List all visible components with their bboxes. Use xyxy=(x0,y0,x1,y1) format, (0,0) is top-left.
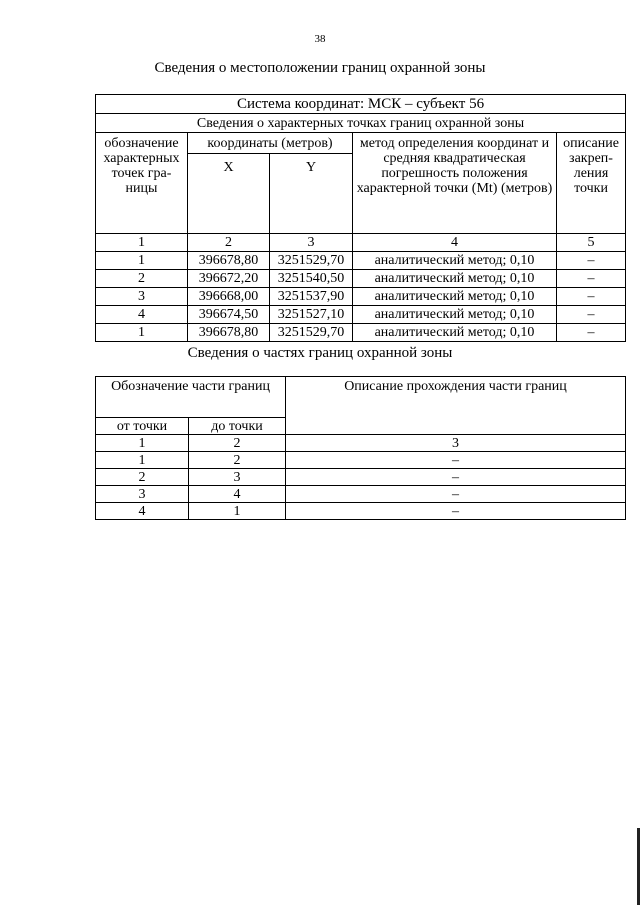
to-point: 1 xyxy=(189,503,286,520)
col-header-designation: обозначение характерных точек гра-ницы xyxy=(96,133,188,234)
y-coordinate: 3251527,10 xyxy=(270,306,353,324)
fixing-description: – xyxy=(557,288,626,306)
coordinate-system-label: Система координат: МСК – субъект 56 xyxy=(96,95,626,114)
y-coordinate: 3251529,70 xyxy=(270,324,353,342)
column-number-row xyxy=(96,435,626,452)
part-description: – xyxy=(286,503,626,520)
col-header-description: описание закреп-ления точки xyxy=(557,133,626,234)
table-row xyxy=(96,452,626,469)
point-number: 3 xyxy=(96,288,188,306)
col-header-coordinates: координаты (метров) xyxy=(188,133,353,154)
part-description: – xyxy=(286,469,626,486)
method: аналитический метод; 0,10 xyxy=(353,306,557,324)
fixing-description: – xyxy=(557,324,626,342)
column-number-row xyxy=(96,234,626,252)
from-point: 1 xyxy=(96,452,189,469)
column-number: 1 xyxy=(96,234,188,252)
col-header-part-description: Описание прохождения части границ xyxy=(286,377,626,435)
table-row xyxy=(96,133,626,154)
col-header-part-designation: Обозначение части границ xyxy=(96,377,286,418)
fixing-description: – xyxy=(557,306,626,324)
fixing-description: – xyxy=(557,270,626,288)
to-point: 4 xyxy=(189,486,286,503)
point-number: 1 xyxy=(96,252,188,270)
table-row xyxy=(96,324,626,342)
col-header-to: до точки xyxy=(189,418,286,435)
to-point: 3 xyxy=(189,469,286,486)
table-row xyxy=(96,503,626,520)
method: аналитический метод; 0,10 xyxy=(353,324,557,342)
from-point: 3 xyxy=(96,486,189,503)
y-coordinate: 3251540,50 xyxy=(270,270,353,288)
fixing-description: – xyxy=(557,252,626,270)
x-coordinate: 396668,00 xyxy=(188,288,270,306)
table-row xyxy=(96,469,626,486)
method: аналитический метод; 0,10 xyxy=(353,288,557,306)
table-row xyxy=(96,306,626,324)
section-title-location: Сведения о местоположении границ охранной зоны xyxy=(154,60,486,76)
boundary-parts-table xyxy=(95,376,626,520)
column-number: 2 xyxy=(189,435,286,452)
page-number: 38 xyxy=(314,33,326,45)
col-header-x: X xyxy=(188,154,270,234)
y-coordinate: 3251529,70 xyxy=(270,252,353,270)
column-number: 3 xyxy=(286,435,626,452)
points-section-label: Сведения о характерных точках границ охранной зоны xyxy=(96,114,626,133)
x-coordinate: 396674,50 xyxy=(188,306,270,324)
column-number: 1 xyxy=(96,435,189,452)
col-header-method: метод определения координат и средняя квадратическая погрешность положения характерной точки (Mt) (метров) xyxy=(353,133,557,234)
method: аналитический метод; 0,10 xyxy=(353,252,557,270)
table-row xyxy=(96,252,626,270)
point-number: 2 xyxy=(96,270,188,288)
table-row xyxy=(96,114,626,133)
x-coordinate: 396672,20 xyxy=(188,270,270,288)
column-number: 3 xyxy=(270,234,353,252)
point-number: 1 xyxy=(96,324,188,342)
table-row xyxy=(96,486,626,503)
table-row xyxy=(96,270,626,288)
column-number: 5 xyxy=(557,234,626,252)
to-point: 2 xyxy=(189,452,286,469)
col-header-y: Y xyxy=(270,154,353,234)
x-coordinate: 396678,80 xyxy=(188,324,270,342)
table-row xyxy=(96,288,626,306)
from-point: 4 xyxy=(96,503,189,520)
section-title-parts: Сведения о частях границ охранной зоны xyxy=(187,345,453,361)
y-coordinate: 3251537,90 xyxy=(270,288,353,306)
part-description: – xyxy=(286,486,626,503)
part-description: – xyxy=(286,452,626,469)
point-number: 4 xyxy=(96,306,188,324)
x-coordinate: 396678,80 xyxy=(188,252,270,270)
from-point: 2 xyxy=(96,469,189,486)
column-number: 2 xyxy=(188,234,270,252)
coordinates-table xyxy=(95,94,626,342)
table-row xyxy=(96,95,626,114)
column-number: 4 xyxy=(353,234,557,252)
method: аналитический метод; 0,10 xyxy=(353,270,557,288)
col-header-from: от точки xyxy=(96,418,189,435)
table-row xyxy=(96,377,626,418)
